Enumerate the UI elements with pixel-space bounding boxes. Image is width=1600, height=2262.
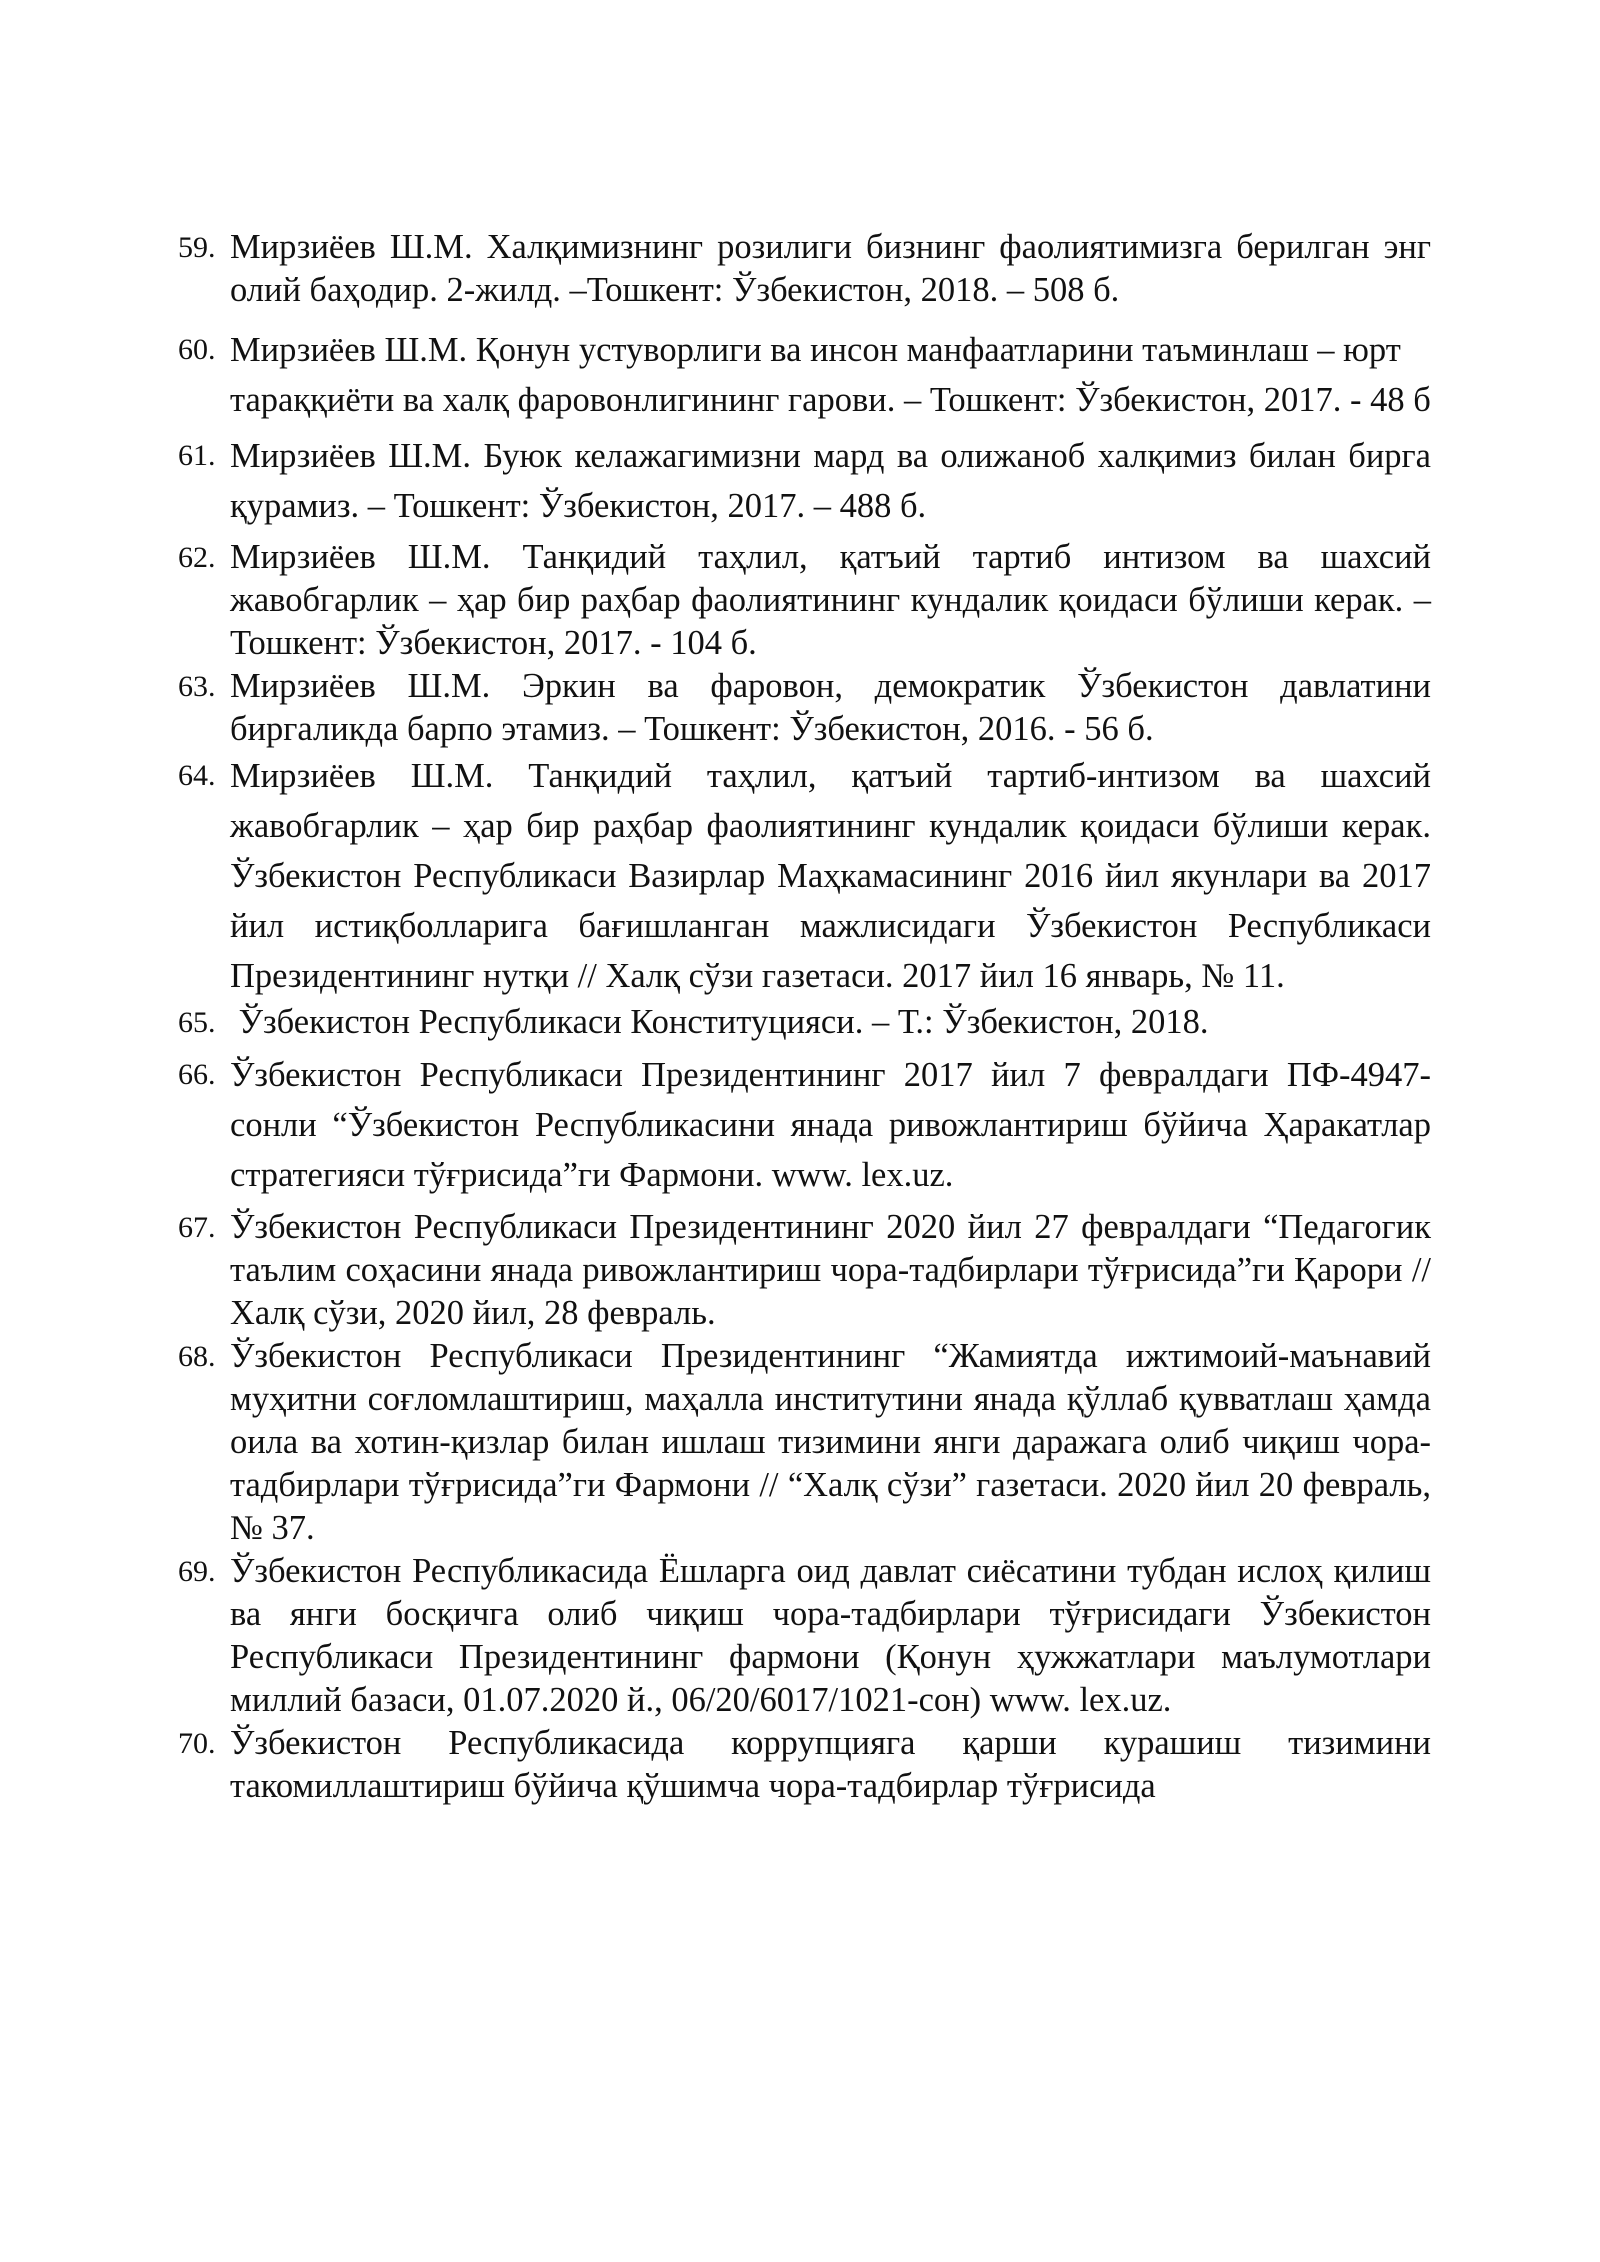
reference-text: Ўзбекистон Республикаси Президентининг “Жамиятда ижтимоий-маънавий муҳитни соғломлаштириш, маҳалла институтини янада қўллаб қувватлаш ҳамда оила ва хотин-қизлар билан ишлаш тизимини янги даражага олиб чиқиш чора-тадбирлари тўғрисида”ги Фармони // “Халқ сўзи” газетаси. 2020 йил 20 февраль, № 37. <box>230 1337 1431 1547</box>
reference-number: 60. <box>178 333 216 366</box>
reference-text: Ўзбекистон Республикаси Президентининг 2020 йил 27 февралдаги “Педагогик таълим соҳасини янада ривожлантириш чора-тадбирлари тўғрисида”ги Қарори // Халқ сўзи, 2020 йил, 28 февраль. <box>230 1208 1431 1332</box>
reference-number: 68. <box>178 1340 216 1373</box>
reference-number: 63. <box>178 670 216 703</box>
reference-text: Ўзбекистон Республикаси Президентининг 2017 йил 7 февралдаги ПФ-4947-сонли “Ўзбекистон Республикасини янада ривожлантириш бўйича Ҳаракатлар стратегияси тўғрисида”ги Фармони. www. lex.uz. <box>230 1056 1431 1194</box>
reference-number: 62. <box>178 541 216 574</box>
reference-list <box>178 226 1431 1808</box>
reference-text: Мирзиёев Ш.М. Қонун устуворлиги ва инсон манфаатларини таъминлаш – юрт тараққиёти ва халқ фаровонлигининг гарови. – Тошкент: Ўзбекистон, 2017. - 48 б <box>230 331 1431 419</box>
reference-text: Ўзбекистон Республикасида коррупцияга қарши курашиш тизимини такомиллаштириш бўйича қўшимча чора-тадбирлар тўғрисида <box>230 1724 1431 1805</box>
reference-item-63 <box>178 665 1431 751</box>
reference-text: Мирзиёев Ш.М. Танқидий таҳлил, қатъий тартиб-интизом ва шахсий жавобгарлик – ҳар бир раҳбар фаолиятининг кундалик қоидаси бўлиши керак. Ўзбекистон Республикаси Вазирлар Маҳкамасининг 2016 йил якунлари ва 2017 йил истиқболларига бағишланган мажлисидаги Ўзбекистон Республикаси Президентининг нутқи // Халқ сўзи газетаси. 2017 йил 16 январь, № 11. <box>230 757 1431 995</box>
reference-number: 59. <box>178 231 216 264</box>
reference-item-70 <box>178 1722 1431 1808</box>
reference-item-69 <box>178 1550 1431 1722</box>
reference-number: 70. <box>178 1727 216 1760</box>
reference-item-59 <box>178 226 1431 312</box>
reference-item-60 <box>178 325 1431 425</box>
reference-item-65 <box>178 1001 1431 1044</box>
reference-number: 64. <box>178 759 216 792</box>
reference-item-68 <box>178 1335 1431 1550</box>
reference-text: Мирзиёев Ш.М. Халқимизнинг розилиги бизнинг фаолиятимизга берилган энг олий баҳодир. 2-жилд. –Тошкент: Ўзбекистон, 2018. – 508 б. <box>230 228 1431 309</box>
reference-number: 67. <box>178 1211 216 1244</box>
reference-item-64 <box>178 751 1431 1001</box>
reference-text: Ўзбекистон Республикасида Ёшларга оид давлат сиёсатини тубдан ислоҳ қилиш ва янги босқичга олиб чиқиш чора-тадбирлари тўғрисидаги Ўзбекистон Республикаси Президентининг фармони (Қонун ҳужжатлари маълумотлари миллий базаси, 01.07.2020 й., 06/20/6017/1021-сон) www. lex.uz. <box>230 1552 1431 1719</box>
reference-number: 66. <box>178 1058 216 1091</box>
reference-item-67 <box>178 1206 1431 1335</box>
reference-item-61 <box>178 431 1431 531</box>
reference-text: Мирзиёев Ш.М. Эркин ва фаровон, демократик Ўзбекистон давлатини биргаликда барпо этамиз. – Тошкент: Ўзбекистон, 2016. - 56 б. <box>230 667 1431 748</box>
reference-number: 61. <box>178 439 216 472</box>
reference-item-66 <box>178 1050 1431 1200</box>
reference-text: Мирзиёев Ш.М. Буюк келажагимизни мард ва олижаноб халқимиз билан бирга қурамиз. – Тошкент: Ўзбекистон, 2017. – 488 б. <box>230 437 1431 525</box>
reference-text: Ўзбекистон Республикаси Конституцияси. – Т.: Ўзбекистон, 2018. <box>230 1003 1209 1041</box>
reference-number: 65. <box>178 1006 216 1039</box>
reference-text: Мирзиёев Ш.М. Танқидий таҳлил, қатъий тартиб интизом ва шахсий жавобгарлик – ҳар бир раҳбар фаолиятининг кундалик қоидаси бўлиши керак. – Тошкент: Ўзбекистон, 2017. - 104 б. <box>230 538 1431 662</box>
reference-number: 69. <box>178 1555 216 1588</box>
reference-item-62 <box>178 536 1431 665</box>
